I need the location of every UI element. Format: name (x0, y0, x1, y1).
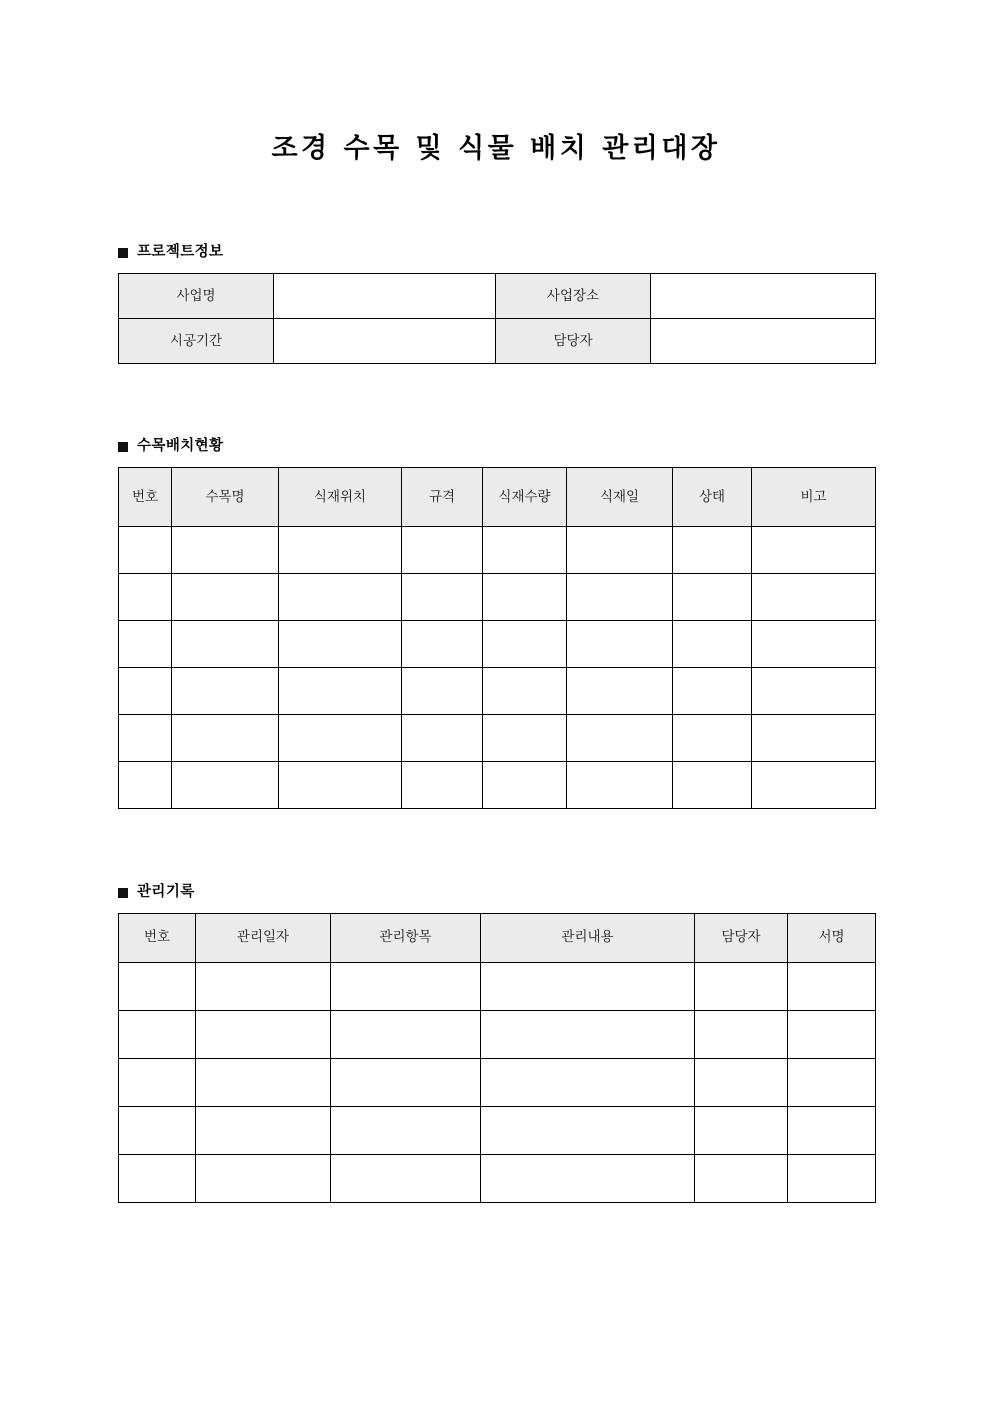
cell-planting-location[interactable] (279, 715, 402, 762)
table-header-row (119, 913, 876, 962)
column-header-specification: 규격 (402, 468, 483, 527)
column-header-remarks: 비고 (752, 468, 876, 527)
cell-no[interactable] (119, 668, 172, 715)
cell-planting-location[interactable] (279, 527, 402, 574)
field-label-construction-period: 시공기간 (119, 319, 274, 364)
table-row (119, 1010, 876, 1058)
cell-planting-quantity[interactable] (483, 668, 567, 715)
column-header-planting-date: 식재일 (567, 468, 673, 527)
table-row (119, 527, 876, 574)
cell-signature[interactable] (788, 1106, 876, 1154)
cell-condition[interactable] (673, 668, 752, 715)
table-row (119, 274, 876, 319)
column-header-management-content: 관리내용 (481, 913, 695, 962)
column-header-person-in-charge: 담당자 (695, 913, 788, 962)
table-row (119, 962, 876, 1010)
table-row (119, 621, 876, 668)
section-heading-management-records (118, 883, 875, 902)
cell-planting-quantity[interactable] (483, 574, 567, 621)
cell-specification[interactable] (402, 715, 483, 762)
cell-management-content[interactable] (481, 1154, 695, 1202)
cell-person-in-charge[interactable] (695, 1010, 788, 1058)
cell-remarks[interactable] (752, 621, 876, 668)
management-records-table (118, 913, 876, 1203)
cell-management-date[interactable] (196, 1010, 331, 1058)
section-heading-label: 프로젝트정보 (137, 244, 224, 261)
column-header-condition: 상태 (673, 468, 752, 527)
cell-planting-quantity[interactable] (483, 527, 567, 574)
cell-remarks[interactable] (752, 668, 876, 715)
cell-no[interactable] (119, 715, 172, 762)
cell-planting-date[interactable] (567, 715, 673, 762)
table-row (119, 1058, 876, 1106)
cell-planting-location[interactable] (279, 621, 402, 668)
cell-signature[interactable] (788, 1010, 876, 1058)
tree-layout-table-body (119, 527, 876, 809)
cell-management-content[interactable] (481, 962, 695, 1010)
cell-planting-location[interactable] (279, 574, 402, 621)
cell-planting-quantity[interactable] (483, 762, 567, 809)
column-header-tree-name: 수목명 (172, 468, 279, 527)
cell-management-content[interactable] (481, 1106, 695, 1154)
field-label-project-location: 사업장소 (496, 274, 651, 319)
cell-tree-name[interactable] (172, 762, 279, 809)
table-row (119, 668, 876, 715)
column-header-management-date: 관리일자 (196, 913, 331, 962)
cell-planting-date[interactable] (567, 574, 673, 621)
table-row (119, 1106, 876, 1154)
column-header-signature: 서명 (788, 913, 876, 962)
cell-no[interactable] (119, 1010, 196, 1058)
cell-tree-name[interactable] (172, 621, 279, 668)
cell-planting-location[interactable] (279, 762, 402, 809)
tree-layout-table (118, 467, 876, 809)
cell-specification[interactable] (402, 668, 483, 715)
section-heading-label: 수목배치현황 (137, 438, 224, 455)
cell-planting-date[interactable] (567, 621, 673, 668)
cell-condition[interactable] (673, 527, 752, 574)
filled-square-icon (118, 442, 128, 452)
cell-no[interactable] (119, 621, 172, 668)
field-label-project-name: 사업명 (119, 274, 274, 319)
cell-management-date[interactable] (196, 1106, 331, 1154)
cell-management-item[interactable] (331, 1154, 481, 1202)
cell-no[interactable] (119, 1058, 196, 1106)
cell-management-item[interactable] (331, 1010, 481, 1058)
cell-condition[interactable] (673, 621, 752, 668)
cell-specification[interactable] (402, 621, 483, 668)
cell-condition[interactable] (673, 762, 752, 809)
field-value-person-in-charge[interactable] (651, 319, 876, 364)
cell-no[interactable] (119, 762, 172, 809)
cell-tree-name[interactable] (172, 574, 279, 621)
cell-remarks[interactable] (752, 527, 876, 574)
cell-planting-date[interactable] (567, 762, 673, 809)
cell-person-in-charge[interactable] (695, 1154, 788, 1202)
section-heading-project-info (118, 243, 875, 262)
cell-person-in-charge[interactable] (695, 1106, 788, 1154)
section-tree-layout (0, 437, 992, 809)
table-row (119, 1154, 876, 1202)
cell-no[interactable] (119, 962, 196, 1010)
table-row (119, 574, 876, 621)
cell-management-item[interactable] (331, 962, 481, 1010)
section-heading-label: 관리기록 (137, 884, 195, 901)
cell-management-content[interactable] (481, 1010, 695, 1058)
cell-planting-quantity[interactable] (483, 621, 567, 668)
cell-signature[interactable] (788, 1154, 876, 1202)
cell-management-date[interactable] (196, 1154, 331, 1202)
column-header-planting-location: 식재위치 (279, 468, 402, 527)
section-management-records (0, 883, 992, 1203)
column-header-management-item: 관리항목 (331, 913, 481, 962)
column-header-no: 번호 (119, 468, 172, 527)
cell-no[interactable] (119, 574, 172, 621)
table-row (119, 319, 876, 364)
cell-management-item[interactable] (331, 1106, 481, 1154)
cell-tree-name[interactable] (172, 715, 279, 762)
cell-no[interactable] (119, 1106, 196, 1154)
table-row (119, 762, 876, 809)
cell-planting-date[interactable] (567, 668, 673, 715)
filled-square-icon (118, 888, 128, 898)
cell-management-date[interactable] (196, 962, 331, 1010)
cell-tree-name[interactable] (172, 527, 279, 574)
cell-no[interactable] (119, 527, 172, 574)
cell-management-content[interactable] (481, 1058, 695, 1106)
project-info-table (118, 273, 876, 364)
cell-tree-name[interactable] (172, 668, 279, 715)
cell-specification[interactable] (402, 527, 483, 574)
filled-square-icon (118, 248, 128, 258)
cell-planting-quantity[interactable] (483, 715, 567, 762)
cell-specification[interactable] (402, 762, 483, 809)
cell-remarks[interactable] (752, 574, 876, 621)
cell-planting-location[interactable] (279, 668, 402, 715)
cell-management-date[interactable] (196, 1058, 331, 1106)
section-project-info (0, 243, 992, 364)
cell-person-in-charge[interactable] (695, 1058, 788, 1106)
column-header-no: 번호 (119, 913, 196, 962)
cell-condition[interactable] (673, 715, 752, 762)
cell-condition[interactable] (673, 574, 752, 621)
cell-remarks[interactable] (752, 715, 876, 762)
field-value-construction-period[interactable] (274, 319, 496, 364)
cell-remarks[interactable] (752, 762, 876, 809)
cell-signature[interactable] (788, 962, 876, 1010)
page-title: 조경 수목 및 식물 배치 관리대장 (271, 133, 721, 164)
cell-no[interactable] (119, 1154, 196, 1202)
table-row (119, 715, 876, 762)
cell-signature[interactable] (788, 1058, 876, 1106)
cell-specification[interactable] (402, 574, 483, 621)
table-header-row (119, 468, 876, 527)
section-heading-tree-layout (118, 437, 875, 456)
cell-planting-date[interactable] (567, 527, 673, 574)
cell-person-in-charge[interactable] (695, 962, 788, 1010)
field-value-project-name[interactable] (274, 274, 496, 319)
column-header-planting-quantity: 식재수량 (483, 468, 567, 527)
field-value-project-location[interactable] (651, 274, 876, 319)
cell-management-item[interactable] (331, 1058, 481, 1106)
management-records-table-body (119, 962, 876, 1202)
field-label-person-in-charge: 담당자 (496, 319, 651, 364)
